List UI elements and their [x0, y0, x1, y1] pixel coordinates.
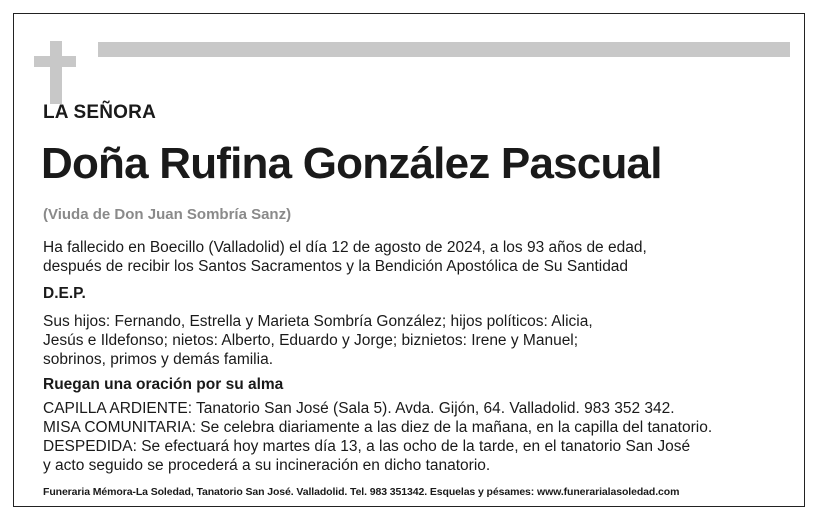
family-line-1: Sus hijos: Fernando, Estrella y Marieta Sombría González; hijos políticos: Alicia,: [43, 313, 593, 330]
cross-icon-horizontal: [34, 56, 76, 67]
mass-info: MISA COMUNITARIA: Se celebra diariamente a las diez de la mañana, en la capilla del tanatorio.: [43, 419, 713, 436]
farewell-line-2: y acto seguido se procederá a su incineración en dicho tanatorio.: [43, 457, 491, 474]
family-line-2: Jesús e Ildefonso; nietos: Alberto, Eduardo y Jorge; biznietos: Irene y Manuel;: [43, 332, 579, 349]
farewell-line-1: DESPEDIDA: Se efectuará hoy martes día 13, a las ocho de la tarde, en el tanatorio San José: [43, 438, 691, 455]
chapel-info: CAPILLA ARDIENTE: Tanatorio San José (Sala 5). Avda. Gijón, 64. Valladolid. 983 352 342.: [43, 400, 675, 417]
death-announcement-line-1: Ha fallecido en Boecillo (Valladolid) el día 12 de agosto de 2024, a los 93 años de edad,: [43, 239, 647, 256]
family-line-3: sobrinos, primos y demás familia.: [43, 351, 273, 368]
honorific-prefix: LA SEÑORA: [43, 102, 156, 123]
obituary-frame: [13, 13, 805, 507]
funeral-home-footer: Funeraria Mémora-La Soledad, Tanatorio San José. Valladolid. Tel. 983 351342. Esquelas y pésames: www.funerarialasoledad.com: [43, 486, 680, 498]
header-bar: [98, 42, 790, 57]
death-announcement-line-2: después de recibir los Santos Sacramentos y la Bendición Apostólica de Su Santidad: [43, 258, 629, 275]
deceased-name: Doña Rufina González Pascual: [41, 139, 662, 188]
widow-note: (Viuda de Don Juan Sombría Sanz): [43, 206, 292, 223]
prayer-request: Ruegan una oración por su alma: [43, 376, 284, 393]
dep-label: D.E.P.: [43, 285, 86, 302]
cross-icon-vertical: [50, 41, 62, 104]
